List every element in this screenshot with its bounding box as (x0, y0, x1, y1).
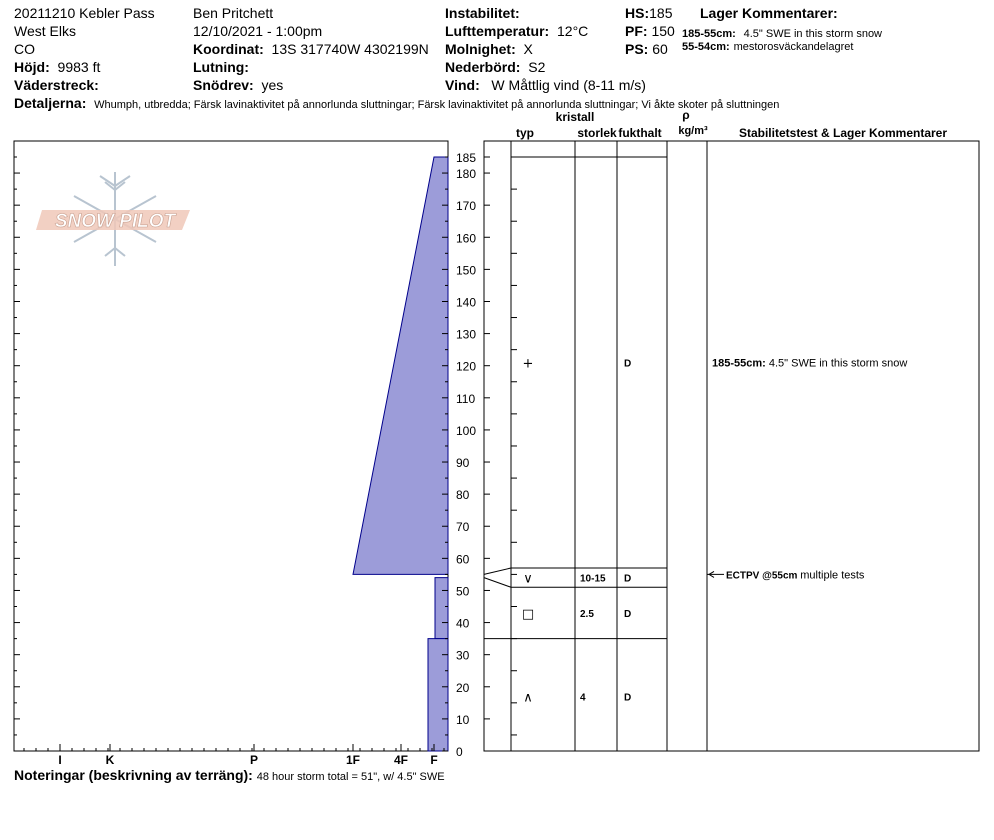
layer-moisture: D (624, 358, 632, 370)
depth-label: 180 (456, 167, 477, 182)
header-typ: typ (516, 126, 534, 140)
depth-label: 110 (456, 391, 476, 406)
pit-depth-label: PF: (625, 23, 648, 39)
mountain-range: West Elks (14, 23, 76, 39)
depth-label: 80 (456, 488, 470, 503)
depth-label: 20 (456, 680, 470, 695)
details-text: Whumph, utbredda; Färsk lavinaktivitet på annorlunda sluttningar; Färsk lavinaktivitet på annorlunda sluttningar; Vi åkte skoter på sluttningen (94, 99, 780, 111)
layer-comments-title: Lager Kommentarer: (700, 5, 838, 21)
depth-label: 90 (456, 456, 470, 471)
depth-label: 185 (456, 151, 477, 165)
layer-comment: 185-55cm: 4.5" SWE in this storm snow (712, 357, 908, 370)
notes-label: Noteringar (beskrivning av terräng): (14, 767, 253, 783)
depth-label: 40 (456, 616, 470, 631)
header-fukthalt: fukthalt (618, 126, 662, 140)
depth-label: 70 (456, 520, 470, 535)
layer-grain-type-icon: □ (521, 606, 535, 622)
connector-line (484, 578, 511, 588)
depth-label: 120 (456, 359, 477, 374)
depth-label: 140 (456, 295, 477, 310)
hardness-tick-label: P (249, 753, 259, 767)
depth-label: 100 (456, 423, 477, 438)
elevation-label: Höjd: (14, 59, 50, 75)
air-temperature-value: 12°C (557, 23, 589, 39)
hardness-tick-label: F (430, 753, 438, 767)
sky-cover-label: Molnighet: (445, 41, 516, 57)
depth-label: 60 (456, 552, 470, 567)
ski-penetration-value: 60 (652, 41, 668, 57)
layer-grain-type-icon: ∨ (523, 571, 533, 587)
header-rho-unit: kg/m³ (678, 125, 708, 137)
ski-penetration-label: PS: (625, 41, 649, 57)
layer-table-rows (522, 356, 907, 705)
layer-grain-type-icon: ∧ (523, 690, 533, 706)
depth-label: 150 (456, 263, 477, 278)
depth-label: 50 (456, 584, 470, 599)
header-stability: Stabilitetstest & Lager Kommentarer (738, 126, 948, 140)
hardness-tick-label: 4F (393, 753, 409, 767)
instability-label: Instabilitet: (445, 5, 520, 21)
air-temperature-label: Lufttemperatur: (445, 23, 550, 39)
depth-axis (456, 151, 490, 759)
snow-height-label: HS: (625, 5, 650, 21)
site-id: 20211210 Kebler Pass (14, 5, 155, 21)
hardness-tick-label: K (105, 753, 115, 767)
header-rho: ρ (682, 108, 690, 122)
stability-tests (707, 569, 865, 581)
depth-label: 160 (456, 231, 477, 246)
depth-label: 170 (456, 199, 477, 214)
header-storlek: storlek (577, 126, 617, 140)
observation-datetime: 12/10/2021 - 1:00pm (193, 23, 323, 39)
hardness-profile (353, 157, 448, 751)
layer-grain-size: 2.5 (580, 608, 594, 620)
layer-moisture: D (624, 608, 632, 620)
hardness-layer-1 (353, 157, 448, 574)
wind-value: W Måttlig vind (8-11 m/s) (491, 77, 646, 93)
layer-grain-size: 10-15 (580, 573, 606, 585)
wind-drift-value: yes (261, 77, 284, 93)
hardness-axis (24, 744, 444, 767)
layer-table-headers (516, 108, 947, 140)
precipitation-label: Nederbörd: (445, 59, 521, 75)
notes-text: 48 hour storm total = 51", w/ 4.5" SWE (256, 771, 445, 783)
depth-label: 0 (456, 745, 463, 759)
layer-comment-2-text: mestorosväckandelagret (733, 41, 854, 53)
pit-depth-value: 150 (651, 23, 675, 39)
stability-test-label: ECTPV @55cm multiple tests (726, 569, 865, 582)
observer: Ben Pritchett (193, 5, 274, 21)
layer-table-grid (484, 141, 707, 751)
layer-moisture: D (624, 692, 632, 704)
coordinates-value: 13S 317740W 4302199N (271, 41, 429, 57)
depth-label: 10 (456, 712, 470, 727)
depth-label: 130 (456, 327, 477, 342)
notes (14, 767, 445, 783)
snow-height-value: 185 (649, 5, 673, 21)
layer-table-frame (484, 141, 979, 751)
sky-cover-value: X (523, 41, 533, 57)
layer-grain-type-icon: + (522, 356, 534, 372)
connector-line (484, 568, 511, 574)
layer-grain-size: 4 (580, 692, 586, 704)
snowpilot-logo-text: SNOW PILOT (54, 211, 176, 232)
wind-drift-label: Snödrev: (193, 77, 254, 93)
hardness-layer-3 (428, 639, 448, 751)
layer-comment-1-text: 4.5" SWE in this storm snow (743, 28, 883, 40)
state: CO (14, 41, 35, 57)
hardness-tick-label: I (58, 753, 62, 767)
layer-moisture: D (624, 573, 632, 585)
layer-comment-2-label: 55-54cm: (682, 41, 730, 53)
coordinates-label: Koordinat: (193, 41, 264, 57)
hardness-tick-label: 1F (345, 753, 361, 767)
wind-label: Vind: (445, 77, 480, 93)
hardness-layer-2 (435, 578, 448, 639)
depth-label: 30 (456, 648, 470, 663)
precipitation-value: S2 (528, 59, 546, 75)
slope-label: Lutning: (193, 59, 249, 75)
elevation-value: 9983 ft (57, 59, 101, 75)
header-kristall: kristall (555, 110, 595, 124)
details-label: Detaljerna: (14, 95, 87, 111)
aspect-label: Väderstreck: (14, 77, 99, 93)
layer-comment-1-label: 185-55cm: (682, 28, 736, 40)
